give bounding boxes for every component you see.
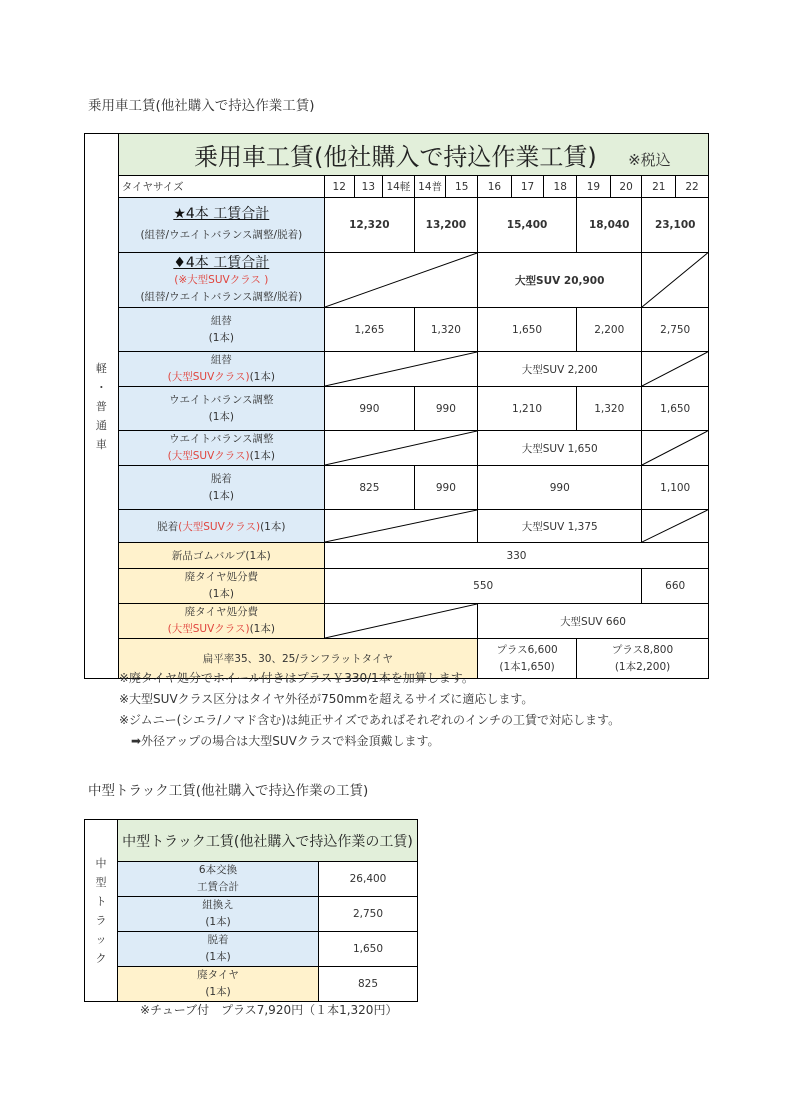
detach-label-line1: 脱着 bbox=[210, 472, 232, 485]
diagonal-cell bbox=[642, 352, 709, 387]
diagonal-cell bbox=[324, 352, 477, 387]
mount-value: 1,265 bbox=[324, 308, 414, 352]
flat-label: 扁平率35、30、25/ランフラットタイヤ bbox=[118, 639, 477, 679]
flat-value-2-sub: (1本2,200) bbox=[614, 660, 671, 673]
size-cell: 19 bbox=[577, 176, 611, 198]
total-suv-label-class: (※大型SUVクラス ) bbox=[174, 273, 269, 286]
balance-suv-label bbox=[118, 431, 324, 466]
truck-row-value: 1,650 bbox=[319, 932, 418, 967]
flat-value-2 bbox=[577, 639, 709, 679]
detach-value: 990 bbox=[478, 466, 642, 510]
valve-value: 330 bbox=[324, 543, 708, 569]
total-label bbox=[118, 198, 324, 253]
size-cell: 17 bbox=[511, 176, 544, 198]
vertical-label-char: 普 bbox=[95, 399, 107, 413]
flat-value-1-main: プラス6,600 bbox=[496, 643, 558, 656]
diagonal-cell bbox=[324, 510, 477, 543]
truck-row-label bbox=[118, 897, 319, 932]
car-table-title bbox=[118, 134, 708, 176]
suv-class-text: (大型SUVクラス) bbox=[167, 450, 250, 462]
truck-side-label bbox=[85, 820, 118, 1002]
detach-suv-value: 大型SUV 1,375 bbox=[478, 510, 642, 543]
diagonal-cell bbox=[324, 604, 477, 639]
disposal-suv-value: 大型SUV 660 bbox=[478, 604, 709, 639]
truck-row-label bbox=[118, 932, 319, 967]
vertical-label-char: 軽 bbox=[95, 361, 107, 375]
mount-suv-row bbox=[85, 352, 709, 387]
balance-value: 990 bbox=[414, 387, 477, 431]
mount-value: 2,750 bbox=[642, 308, 709, 352]
total-value: 13,200 bbox=[414, 198, 477, 253]
total-suv-row bbox=[85, 253, 709, 308]
size-cell: 12 bbox=[324, 176, 354, 198]
size-cell: 20 bbox=[610, 176, 642, 198]
size-cell: 14普 bbox=[414, 176, 446, 198]
suv-class-text: (大型SUVクラス) bbox=[178, 520, 261, 533]
truck-label-line2: (1本) bbox=[205, 916, 231, 928]
truck-row-value: 26,400 bbox=[319, 862, 418, 897]
disposal-suv-label-line1: 廃タイヤ処分費 bbox=[184, 606, 258, 618]
mount-label-line1: 組替 bbox=[210, 314, 232, 327]
vertical-label-char: ・ bbox=[95, 380, 107, 394]
total-value: 15,400 bbox=[478, 198, 577, 253]
truck-row-label bbox=[118, 967, 319, 1002]
total-value: 18,040 bbox=[577, 198, 642, 253]
truck-label-line1: 脱着 bbox=[207, 934, 229, 946]
truck-label-line2: 工賃合計 bbox=[197, 881, 239, 893]
suv-class-text: (大型SUVクラス) bbox=[167, 371, 250, 383]
total-suv-value: 大型SUV 20,900 bbox=[478, 253, 642, 308]
size-cell: 15 bbox=[446, 176, 478, 198]
mount-suv-value: 大型SUV 2,200 bbox=[478, 352, 642, 387]
truck-title-text: 中型トラック工賃(他社購入で持込作業の工賃) bbox=[122, 833, 413, 850]
detach-suv-row bbox=[85, 510, 709, 543]
balance-value: 1,210 bbox=[478, 387, 577, 431]
diagonal-cell bbox=[642, 253, 709, 308]
balance-row bbox=[85, 387, 709, 431]
mount-suv-label-line1: 組替 bbox=[210, 354, 232, 366]
car-section-heading: 乗用車工賃(他社購入で持込作業工賃) bbox=[88, 98, 315, 114]
vertical-label-char: ク bbox=[95, 951, 107, 965]
valve-row bbox=[85, 543, 709, 569]
diagonal-cell bbox=[324, 431, 477, 466]
vertical-label-char: ト bbox=[95, 894, 107, 908]
tax-included-note: ※税込 bbox=[628, 151, 671, 169]
diagonal-cell bbox=[642, 510, 709, 543]
detach-value: 825 bbox=[324, 466, 414, 510]
mount-value: 1,320 bbox=[414, 308, 477, 352]
truck-label-line1: 廃タイヤ bbox=[197, 969, 239, 981]
total-row bbox=[85, 198, 709, 253]
balance-suv-row bbox=[85, 431, 709, 466]
flat-value-1-sub: (1本1,650) bbox=[499, 660, 555, 673]
per-one-text: (1本) bbox=[249, 623, 275, 635]
balance-suv-label-line1: ウエイトバランス調整 bbox=[169, 433, 274, 445]
total-label-main: ★4本 工賃合計 bbox=[173, 206, 270, 222]
valve-label: 新品ゴムバルブ(1本) bbox=[118, 543, 324, 569]
disposal-label-line1: 廃タイヤ処分費 bbox=[184, 571, 258, 583]
diagonal-cell bbox=[642, 431, 709, 466]
vertical-label-char: ラ bbox=[95, 913, 107, 927]
mount-label bbox=[118, 308, 324, 352]
truck-labor-table bbox=[84, 819, 418, 1002]
total-suv-label-main: ♦4本 工賃合計 bbox=[173, 254, 270, 271]
balance-label-line1: ウエイトバランス調整 bbox=[169, 393, 274, 406]
detach-label bbox=[118, 466, 324, 510]
truck-row bbox=[85, 897, 418, 932]
truck-row bbox=[85, 967, 418, 1002]
per-one-text: (1本) bbox=[249, 371, 275, 383]
detach-value: 990 bbox=[414, 466, 477, 510]
note-line: ➡外径アップの場合は大型SUVクラスで料金頂戴します。 bbox=[131, 734, 440, 748]
truck-label-line1: 6本交換 bbox=[198, 864, 238, 876]
diagonal-cell bbox=[324, 253, 477, 308]
disposal-row bbox=[85, 569, 709, 604]
disposal-value-large: 660 bbox=[642, 569, 709, 604]
size-cell: 21 bbox=[642, 176, 676, 198]
detach-row bbox=[85, 466, 709, 510]
disposal-label-line2: (1本) bbox=[208, 588, 234, 600]
tire-size-row bbox=[85, 176, 709, 198]
truck-row-label bbox=[118, 862, 319, 897]
vertical-label-char: 通 bbox=[95, 418, 107, 432]
total-suv-label bbox=[118, 253, 324, 308]
car-title-text: 乗用車工賃(他社購入で持込作業工賃) bbox=[194, 143, 597, 171]
truck-note: ※チューブ付 プラス7,920円（１本1,320円） bbox=[140, 1003, 398, 1017]
size-cell: 18 bbox=[544, 176, 577, 198]
flat-value-2-main: プラス8,800 bbox=[611, 643, 674, 656]
car-side-label bbox=[85, 134, 119, 679]
mount-suv-label bbox=[118, 352, 324, 387]
mount-value: 1,650 bbox=[478, 308, 577, 352]
mount-row bbox=[85, 308, 709, 352]
balance-value: 1,320 bbox=[577, 387, 642, 431]
balance-label-line2: (1本) bbox=[208, 410, 234, 423]
disposal-value: 550 bbox=[324, 569, 641, 604]
truck-row bbox=[85, 932, 418, 967]
mount-label-line2: (1本) bbox=[208, 331, 234, 344]
per-one-text: (1本) bbox=[249, 450, 275, 462]
truck-row-value: 825 bbox=[319, 967, 418, 1002]
detach-suv-label bbox=[118, 510, 324, 543]
truck-row-value: 2,750 bbox=[319, 897, 418, 932]
balance-value: 990 bbox=[324, 387, 414, 431]
balance-suv-value: 大型SUV 1,650 bbox=[478, 431, 642, 466]
total-label-sub: (組替/ウエイトバランス調整/脱着) bbox=[140, 229, 303, 241]
car-labor-table bbox=[84, 133, 709, 679]
balance-label bbox=[118, 387, 324, 431]
truck-section-heading: 中型トラック工賃(他社購入で持込作業の工賃) bbox=[88, 783, 369, 799]
suv-class-text: (大型SUVクラス) bbox=[167, 623, 250, 635]
vertical-label-char: 型 bbox=[95, 875, 107, 889]
truck-table-title bbox=[118, 820, 418, 862]
truck-label-line2: (1本) bbox=[205, 951, 231, 963]
disposal-suv-row bbox=[85, 604, 709, 639]
disposal-suv-label bbox=[118, 604, 324, 639]
tire-size-label: タイヤサイズ bbox=[118, 176, 324, 198]
size-cell: 16 bbox=[478, 176, 512, 198]
size-cell: 22 bbox=[676, 176, 709, 198]
size-cell: 14軽 bbox=[383, 176, 415, 198]
size-cell: 13 bbox=[354, 176, 383, 198]
vertical-label-char: 車 bbox=[95, 437, 107, 451]
truck-label-line1: 組換え bbox=[202, 899, 234, 911]
per-one-text: (1本) bbox=[260, 520, 286, 533]
vertical-label-char: ッ bbox=[95, 932, 107, 946]
detach-value: 1,100 bbox=[642, 466, 709, 510]
mount-value: 2,200 bbox=[577, 308, 642, 352]
note-line: ※廃タイヤ処分でホイール付きはプラス￥330/1本を加算します。 bbox=[119, 671, 474, 685]
note-line: ※大型SUVクラス区分はタイヤ外径が750mmを超えるサイズに適応します。 bbox=[119, 692, 534, 706]
note-line: ※ジムニー(シエラ/ノマド含む)は純正サイズであればそれぞれのインチの工賃で対応します。 bbox=[119, 713, 621, 727]
disposal-label bbox=[118, 569, 324, 604]
vertical-label-char: 中 bbox=[95, 856, 107, 870]
flat-value-1 bbox=[478, 639, 577, 679]
balance-value: 1,650 bbox=[642, 387, 709, 431]
total-value: 23,100 bbox=[642, 198, 709, 253]
detach-label-line2: (1本) bbox=[208, 489, 234, 502]
truck-row bbox=[85, 862, 418, 897]
total-suv-label-sub: (組替/ウエイトバランス調整/脱着) bbox=[140, 290, 303, 303]
total-value: 12,320 bbox=[324, 198, 414, 253]
detach-text: 脱着 bbox=[157, 520, 179, 533]
truck-label-line2: (1本) bbox=[205, 986, 231, 998]
